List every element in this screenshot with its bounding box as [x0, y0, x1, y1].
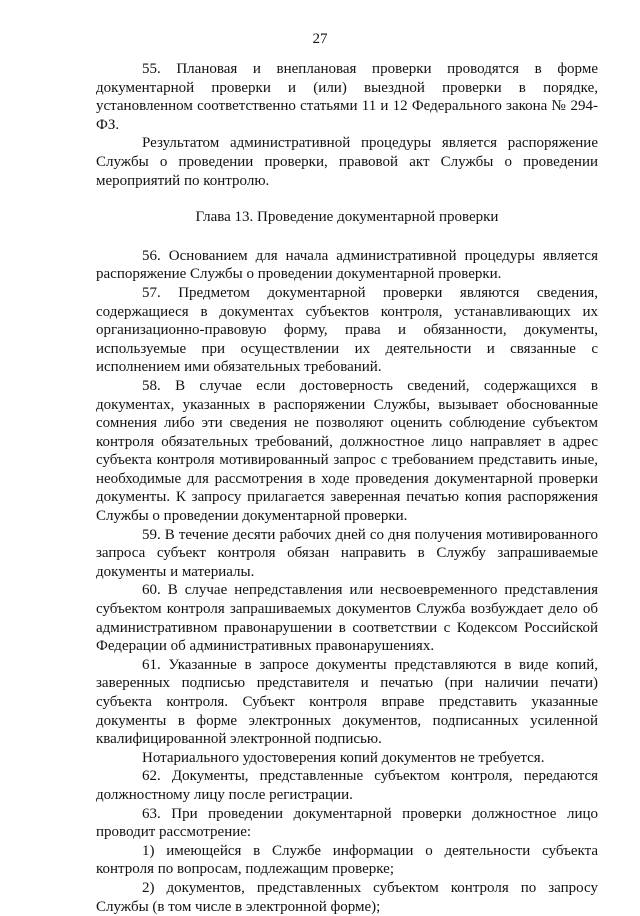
paragraph-result: Результатом административной процедуры является распоряжение Службы о проведении проверки, правовой акт Службы о проведении мероприятий по контролю.: [96, 135, 598, 189]
list-item-2: 2) документов, представленных субъектом контроля по запросу Службы (в том числе в электронной форме);: [96, 879, 598, 915]
paragraph-60: 60. В случае непредставления или несвоевременного представления субъектом контроля запрашиваемых документов Служба возбуждает дело об административном правонарушении в соответствии с Кодексом Российской Федерации об административных правонарушениях.: [96, 582, 598, 655]
paragraph-62: 62. Документы, представленные субъектом контроля, передаются должностному лицу после регистрации.: [96, 768, 598, 803]
document-body: [96, 60, 598, 916]
paragraph-59: 59. В течение десяти рабочих дней со дня получения мотивированного запроса субъект контроля обязан направить в Службу запрашиваемые документы и материалы.: [96, 526, 598, 580]
paragraph-57: 57. Предметом документарной проверки являются сведения, содержащиеся в документах субъектов контроля, устанавливающих их организационно-правовую форму, права и обязанности, документы, используемые при осуществлении их деятельности и связанные с исполнением ими обязательных требований.: [96, 284, 598, 376]
paragraph-56: 56. Основанием для начала административной процедуры является распоряжение Службы о проведении документарной проверки.: [96, 247, 598, 283]
paragraph-63: 63. При проведении документарной проверки должностное лицо проводит рассмотрение:: [96, 805, 598, 841]
chapter-heading: Глава 13. Проведение документарной проверки: [195, 209, 499, 226]
list-item-1: 1) имеющейся в Службе информации о деятельности субъекта контроля по вопросам, подлежащим проверке;: [96, 842, 598, 878]
paragraph-notary: Нотариального удостоверения копий документов не требуется.: [142, 749, 545, 766]
paragraph-55: 55. Плановая и внеплановая проверки проводятся в форме документарной проверки и (или) выездной проверки в порядке, установленном соответственно статьями 11 и 12 Федерального закона № 294-ФЗ.: [96, 61, 598, 133]
paragraph-58: 58. В случае если достоверность сведений, содержащихся в документах, указанных в распоряжении Службы, вызывает обоснованные сомнения либо эти сведения не позволяют оценить соблюдение субъектом контроля обязательных требований, должностное лицо направляет в адрес субъекта контроля мотивированный запрос с требованием представить иные, необходимые для рассмотрения в ходе проведения документарной проверки документы. К запросу прилагается заверенная печатью копия распоряжения Службы о проведении документарной проверки.: [96, 377, 598, 525]
page-number: 27: [312, 31, 328, 47]
paragraph-61: 61. Указанные в запросе документы представляются в виде копий, заверенных подписью представителя и печатью (при наличии печати) субъекта контроля. Субъект контроля вправе представить указанные документы в форме электронных документов, подписанных усиленной квалифицированной электронной подписью.: [96, 656, 598, 748]
